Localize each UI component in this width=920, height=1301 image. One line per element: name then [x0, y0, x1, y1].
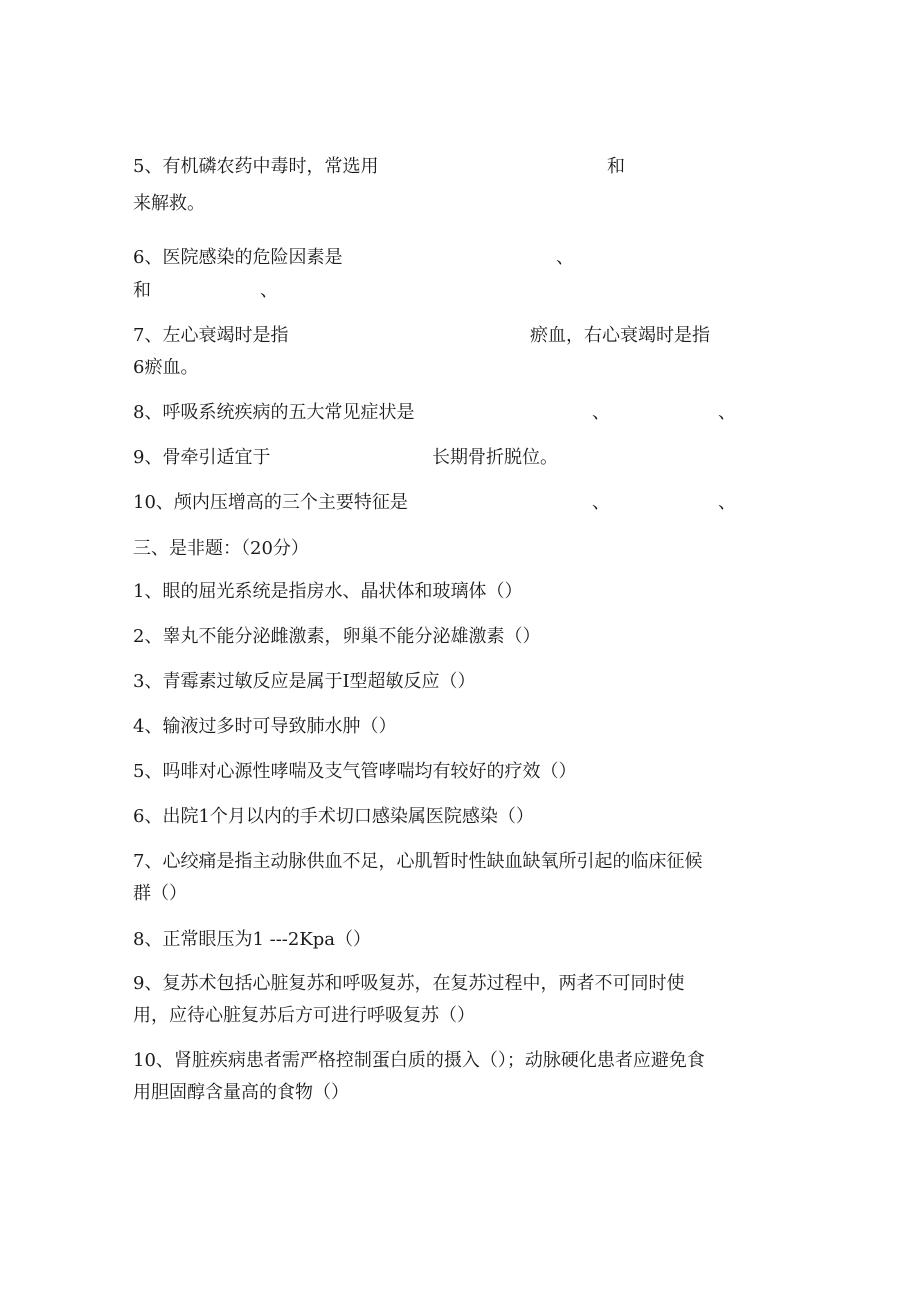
tf-item-10-line-2: 用胆固醇含量高的食物（） — [133, 1082, 349, 1103]
q8-separator-2: 、 — [718, 402, 736, 423]
tf-item-4: 4、输液过多时可导致肺水肿（） — [133, 716, 397, 737]
tf-item-10-line-1: 10、肾脏疾病患者需严格控制蛋白质的摄入（）；动脉硬化患者应避免食 — [133, 1050, 705, 1071]
tf-item-6: 6、出院1个月以内的手术切口感染属医院感染（） — [133, 806, 534, 827]
q9-text: 9、骨牵引适宜于 — [133, 447, 271, 468]
q6-continuation-separator: 、 — [260, 280, 278, 301]
tf-item-7-line-1: 7、心绞痛是指主动脉供血不足，心肌暂时性缺血缺氧所引起的临床征候 — [133, 851, 703, 872]
q5-text: 5、有机磷农药中毒时，常选用 — [133, 156, 379, 177]
q10-separator-2: 、 — [718, 492, 736, 513]
section-3-title: 三、是非题：（20分） — [133, 538, 309, 559]
tf-item-9-line-1: 9、复苏术包括心脏复苏和呼吸复苏，在复苏过程中，两者不可同时使 — [133, 973, 685, 994]
tf-item-5: 5、吗啡对心源性哮喘及支气管哮喘均有较好的疗效（） — [133, 761, 577, 782]
tf-item-8: 8、正常眼压为1 ---2Kpa（） — [133, 929, 372, 950]
q7-middle: 瘀血，右心衰竭时是指 — [530, 325, 710, 346]
q6-separator-1: 、 — [556, 247, 574, 268]
q6-text: 6、医院感染的危险因素是 — [133, 247, 343, 268]
tf-item-7-line-2: 群（） — [133, 883, 187, 904]
q5-blank-separator: 和 — [607, 156, 625, 177]
q5-continuation: 来解救。 — [133, 193, 205, 214]
q8-separator-1: 、 — [592, 402, 610, 423]
tf-item-3: 3、青霉素过敏反应是属于I型超敏反应（） — [133, 671, 476, 692]
q10-separator-1: 、 — [592, 492, 610, 513]
q6-continuation-and: 和 — [133, 280, 151, 301]
tf-item-1: 1、眼的屈光系统是指房水、晶状体和玻璃体（） — [133, 581, 523, 602]
q8-text: 8、呼吸系统疾病的五大常见症状是 — [133, 402, 415, 423]
q7-text: 7、左心衰竭时是指 — [133, 325, 289, 346]
tf-item-2: 2、睾丸不能分泌雌激素，卵巢不能分泌雄激素（） — [133, 626, 541, 647]
q7-continuation: 6瘀血。 — [133, 357, 199, 378]
q10-text: 10、颅内压增高的三个主要特征是 — [133, 492, 408, 513]
tf-item-9-line-2: 用，应待心脏复苏后方可进行呼吸复苏（） — [133, 1005, 475, 1026]
q9-tail: 长期骨折脱位。 — [432, 447, 558, 468]
